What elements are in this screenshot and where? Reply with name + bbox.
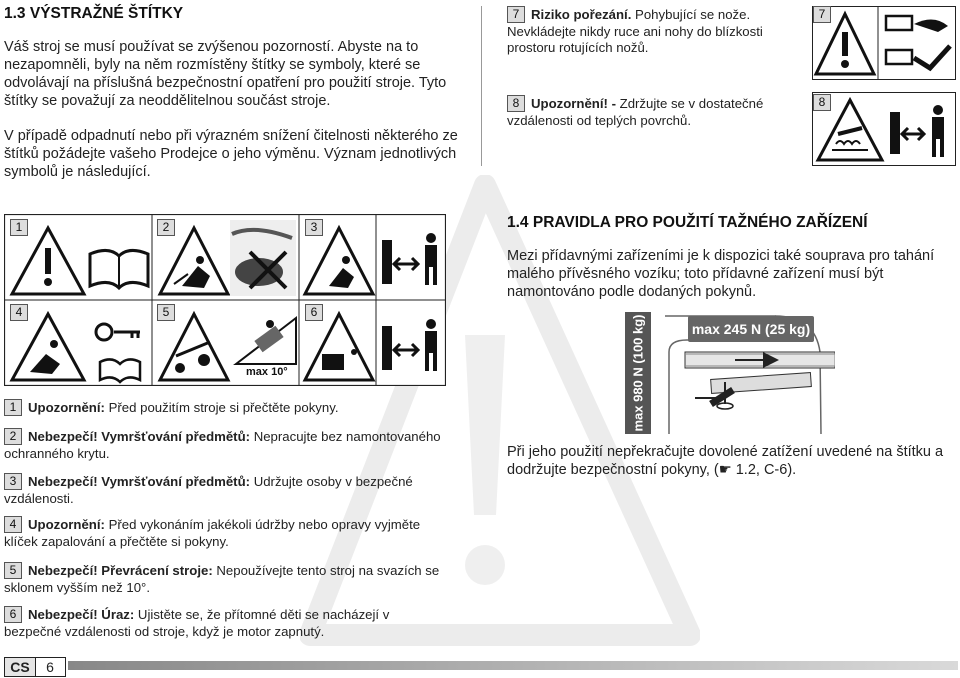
section-title-towing: 1.4 PRAVIDLA PRO POUŽITÍ TAŽNÉHO ZAŘÍZENÍ <box>507 214 868 231</box>
intro-paragraph: Váš stroj se musí používat se zvýšenou pozorností. Abyste na to nezapomněli, byly na něm rozmístěny štítky se symboly, které se odvolávají na příslušná bezpečnostní opatření pro použití stroje. Tyto štítky se považují za neoddělitelnou součást stroje. <box>4 39 447 109</box>
replacement-paragraph: V případě odpadnutí nebo při výrazném snížení čitelnosti některého ze štítků požádejte vašeho Prodejce o jeho výměnu. Význam jednotlivých symbolů je následující. <box>4 128 458 180</box>
list-item: 3 Nebezpečí! Vymršťování předmětů: Udržujte osoby v bezpečné vzdálenosti. <box>4 474 413 506</box>
footer-bar <box>68 661 958 670</box>
footer-page-number: 6 <box>35 657 66 677</box>
slope-limit-label: max 10° <box>246 366 288 378</box>
panel-label-2: 2 <box>157 219 175 236</box>
panel-label-6: 6 <box>305 304 323 321</box>
list-item: 4 Upozornění: Před vykonáním jakékoli údržby nebo opravy vyjměte klíček zapalování a přečtěte si pokyny. <box>4 517 421 549</box>
list-item: 8 Upozornění! - Zdržujte se v dostatečné vzdálenosti od teplých povrchů. <box>507 96 764 128</box>
panel-label-3: 3 <box>305 219 323 236</box>
towing-intro-paragraph: Mezi přídavnými zařízeními je k dispozici také souprava pro tahání malého přívěsného vozíku; toto přídavné zařízení musí být namontováno podle dodaných pokynů. <box>507 248 935 300</box>
list-item: 1 Upozornění: Před použitím stroje si přečtěte pokyny. <box>4 399 444 417</box>
list-item: 5 Nebezpečí! Převrácení stroje: Nepoužívejte tento stroj na svazích se sklonem vyšším než 10°. <box>4 563 440 595</box>
right-label-8: 8 <box>813 94 831 111</box>
section-title-warning-labels: 1.3 VÝSTRAŽNÉ ŠTÍTKY <box>4 5 184 22</box>
panel-label-1: 1 <box>10 219 28 236</box>
panel-label-4: 4 <box>10 304 28 321</box>
vertical-load-badge: max 980 N (100 kg) <box>630 314 646 432</box>
warning-labels-panel <box>4 214 446 386</box>
no-guard-icon <box>230 220 296 296</box>
list-item: 6 Nebezpečí! Úraz: Ujistěte se, že přítomné děti se nacházejí v bezpečné vzdálenosti od stroje, když je motor zapnutý. <box>4 607 390 639</box>
column-divider <box>481 6 482 166</box>
footer-lang-box: CS <box>4 657 36 677</box>
panel-label-5: 5 <box>157 304 175 321</box>
list-item: 2 Nebezpečí! Vymršťování předmětů: Nepracujte bez namontovaného ochranného krytu. <box>4 429 441 461</box>
horizontal-load-badge: max 245 N (25 kg) <box>688 316 814 342</box>
blade-warning-label <box>812 6 956 80</box>
towing-load-paragraph: Při jeho použití nepřekračujte dovolené zatížení uvedené na štítku a dodržujte bezpečnostní pokyny, (☛ 1.2, C-6). <box>507 444 944 478</box>
book-icon <box>90 250 148 288</box>
list-item: 7 Riziko pořezání. Pohybující se nože. Nevkládejte nikdy ruce ani nohy do blízkosti prostoru rotujících nožů. <box>507 7 763 56</box>
hot-surface-label <box>812 92 956 166</box>
manual-book-icon <box>100 359 140 382</box>
right-label-7: 7 <box>813 6 831 23</box>
